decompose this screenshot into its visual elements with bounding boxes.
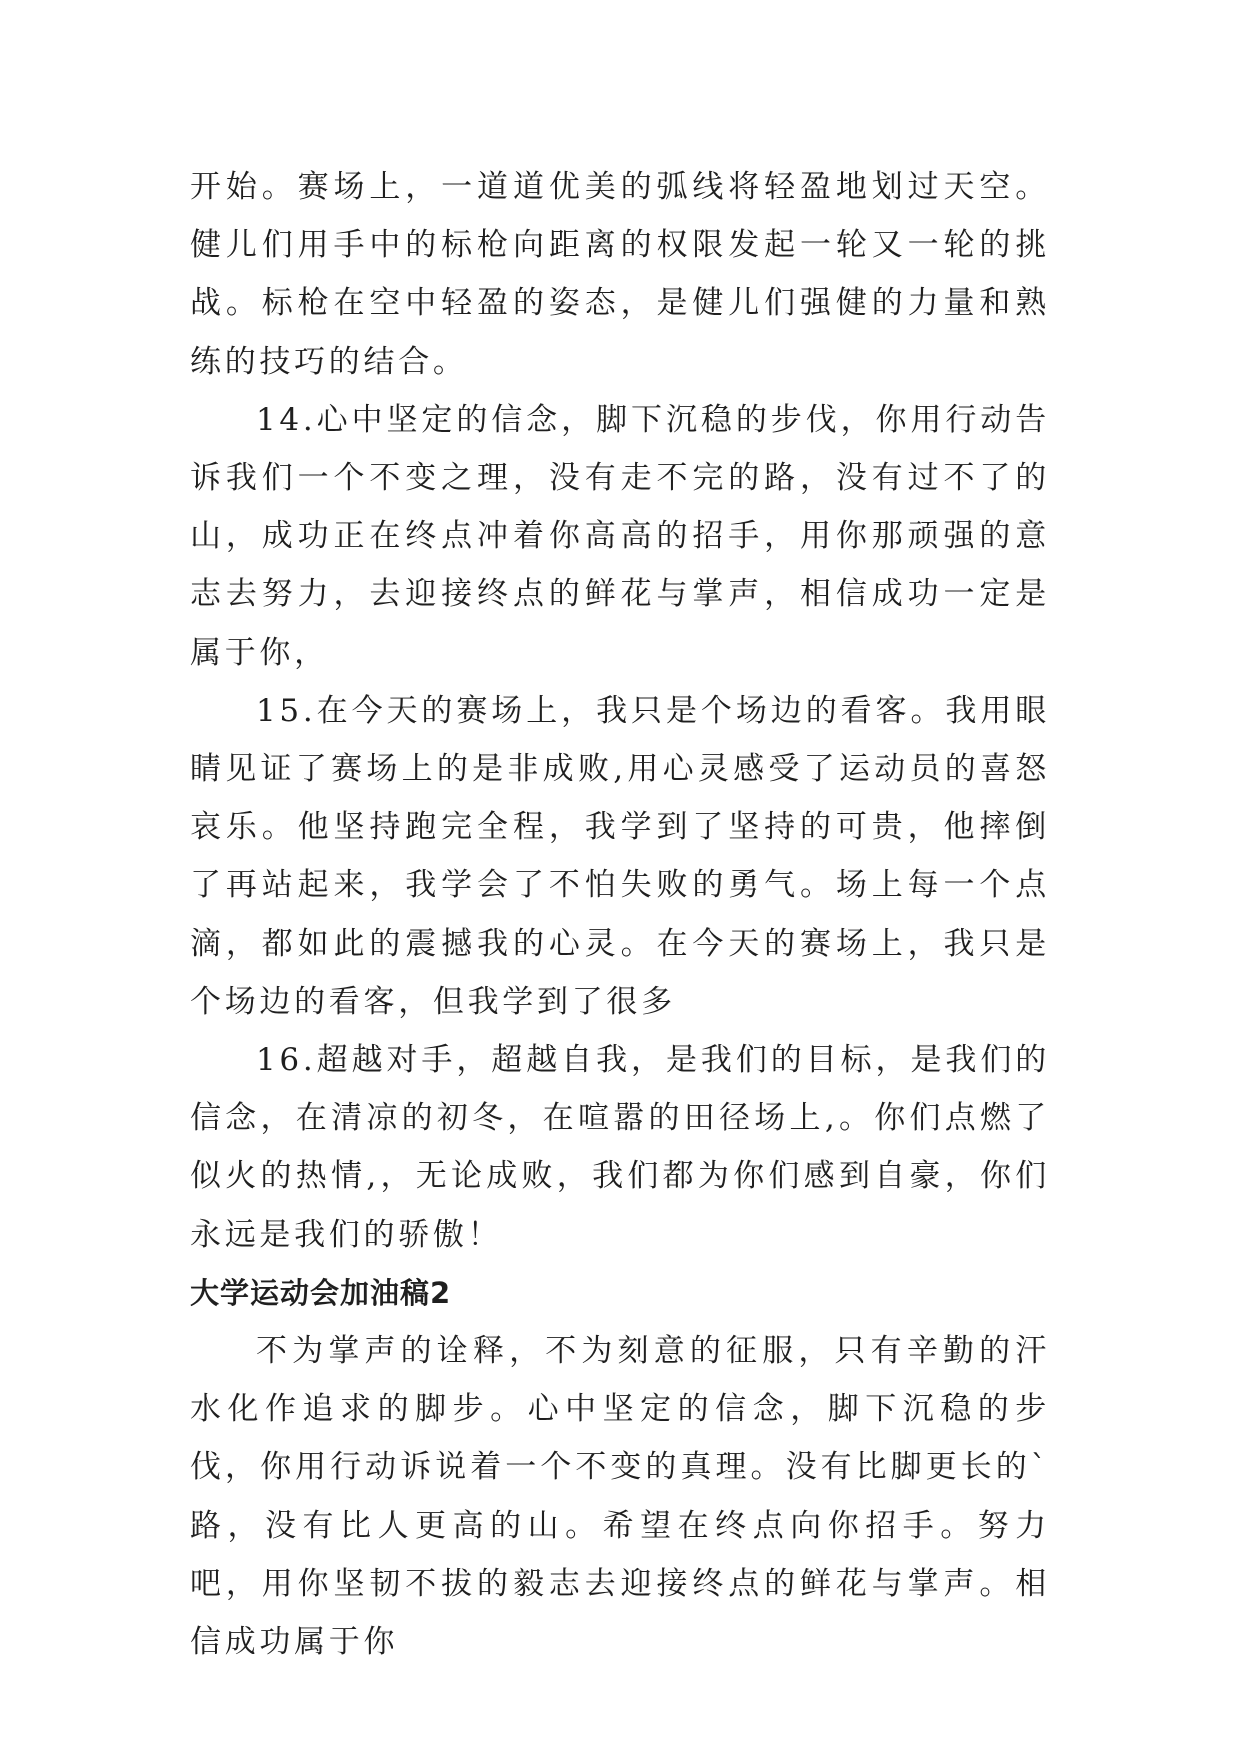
paragraph-item-14: 14.心中坚定的信念，脚下沉稳的步伐，你用行动告诉我们一个不变之理，没有走不完的路，没有过不了的山，成功正在终点冲着你高高的招手，用你那顽强的意志去努力，去迎接终点的鲜花与掌声，相信成功一定是属于你， — [190, 401, 1050, 671]
paragraph-item-16: 16.超越对手，超越自我，是我们的目标，是我们的信念，在清凉的初冬，在喧嚣的田径场上,。你们点燃了似火的热情,，无论成败，我们都为你们感到自豪，你们永远是我们的骄傲！ — [190, 1042, 1050, 1253]
paragraph-section-2-intro: 不为掌声的诠释，不为刻意的征服，只有辛勤的汗水化作追求的脚步。心中坚定的信念，脚下沉稳的步伐，你用行动诉说着一个不变的真理。没有比脚更长的`路，没有比人更高的山。希望在终点向你招手。努力吧，用你坚韧不拔的毅志去迎接终点的鲜花与掌声。相信成功属于你 — [190, 1333, 1050, 1661]
document-body — [190, 158, 1050, 1671]
section-heading: 大学运动会加油稿2 — [190, 1275, 452, 1310]
paragraph-item-15: 15.在今天的赛场上，我只是个场边的看客。我用眼睛见证了赛场上的是非成败,用心灵感受了运动员的喜怒哀乐。他坚持跑完全程，我学到了坚持的可贵，他摔倒了再站起来，我学会了不怕失败的勇气。场上每一个点滴，都如此的震撼我的心灵。在今天的赛场上，我只是个场边的看客，但我学到了很多 — [190, 692, 1050, 1020]
paragraph-javelin-continued: 开始。赛场上，一道道优美的弧线将轻盈地划过天空。健儿们用手中的标枪向距离的权限发起一轮又一轮的挑战。标枪在空中轻盈的姿态，是健儿们强健的力量和熟练的技巧的结合。 — [190, 169, 1050, 380]
